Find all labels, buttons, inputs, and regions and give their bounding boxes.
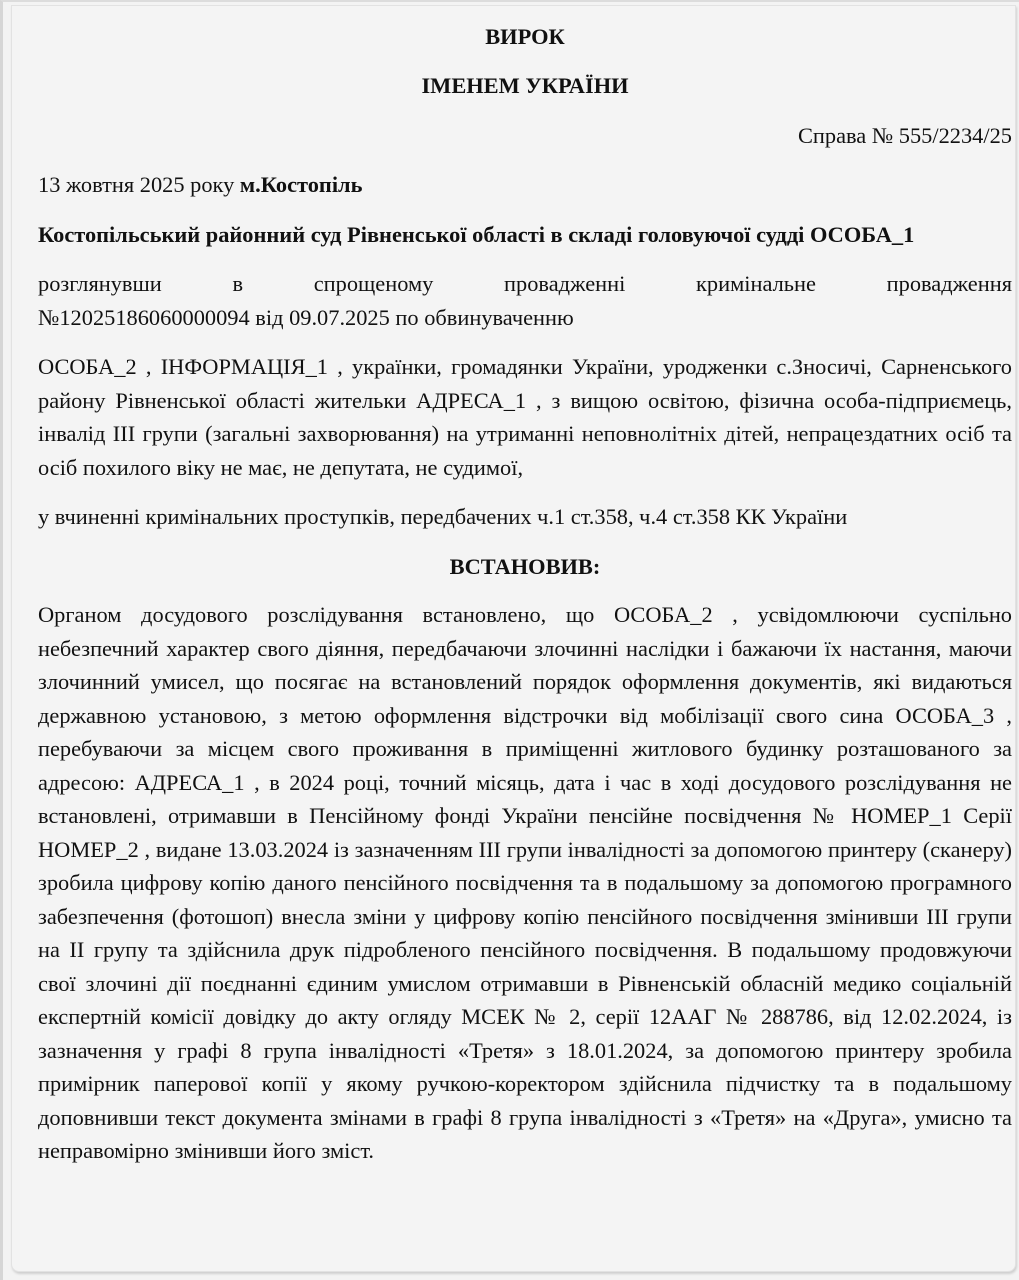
defendant-info: ОСОБА_2 , ІНФОРМАЦІЯ_1 , українки, громадянки України, уродженки с.Зносичі, Сарненського району Рівненської області жительки АДРЕСА_1 , з вищою освітою, фізична особа-підприємець, інвалід ІІІ групи (загальні захворювання) на утриманні неповнолітніх дітей, непрацездатних осіб та осіб похилого віку не має, не депутата, не судимої, — [38, 354, 1012, 480]
verdict-date: 13 жовтня 2025 року — [38, 172, 235, 197]
considered-line-1: розглянувши в спрощеному провадженні кримінальне провадження — [38, 271, 1012, 296]
document-subtitle: ІМЕНЕМ УКРАЇНИ — [421, 73, 629, 98]
document-title: ВИРОК — [485, 24, 565, 49]
established-heading: ВСТАНОВИВ: — [449, 553, 601, 579]
court-composition: Костопільський районний суд Рівненської області в складі головуючої судді ОСОБА_1 — [38, 221, 915, 247]
verdict-document — [38, 20, 1012, 1168]
date-line — [38, 168, 1012, 202]
case-number: Справа № 555/2234/25 — [797, 122, 1012, 148]
charge-text: у вчиненні кримінальних проступків, передбачених ч.1 ст.358, ч.4 ст.358 КК України — [38, 504, 848, 529]
established-text: Органом досудового розслідування встановлено, що ОСОБА_2 , усвідомлюючи суспільно небезпечний характер свого діяння, передбачаючи злочинні наслідки і бажаючи їх настання, маючи злочинний умисел, що посягає на встановлений порядок оформлення документів, які видаються державною установою, з метою оформлення відстрочки від мобілізації свого сина ОСОБА_3 , перебуваючи за місцем свого проживання в приміщенні житлового будинку розташованого за адресою: АДРЕСА_1 , в 2024 році, точний місяць, дата і час в ході досудового розслідування не встановлені, отримавши в Пенсійному фонді України пенсійне посвідчення № НОМЕР_1 Серії НОМЕР_2 , видане 13.03.2024 із зазначенням ІІІ групи інвалідності за допомогою принтеру (сканеру) зробила цифрову копію даного пенсійного посвідчення та в подальшому за допомогою програмного забезпечення (фотошоп) внесла зміни у цифрову копію пенсійного посвідчення змінивши ІІІ групи на ІІ групу та здійснила друк підробленого пенсійного посвідчення. В подальшому продовжуючи свої злочині дії поєднанні єдиним умислом отримавши в Рівненській обласній медико соціальній експертній комісії довідку до акту огляду МСЕК № 2, серії 12ААГ № 288786, від 12.02.2024, із зазначення у графі 8 група інвалідності «Третя» з 18.01.2024, за допомогою принтеру зробила примірник паперової копії у якому ручкою-коректором здійснила підчистку та в подальшому доповнивши текст документа змінами в графі 8 група інвалідності з «Третя» на «Друга», умисно та неправомірно змінивши його зміст. — [38, 602, 1012, 1163]
verdict-city: м.Костопіль — [239, 172, 363, 197]
document-page — [11, 5, 1016, 1272]
considered-line-2: №12025186060000094 від 09.07.2025 по обвинуваченню — [38, 304, 574, 330]
